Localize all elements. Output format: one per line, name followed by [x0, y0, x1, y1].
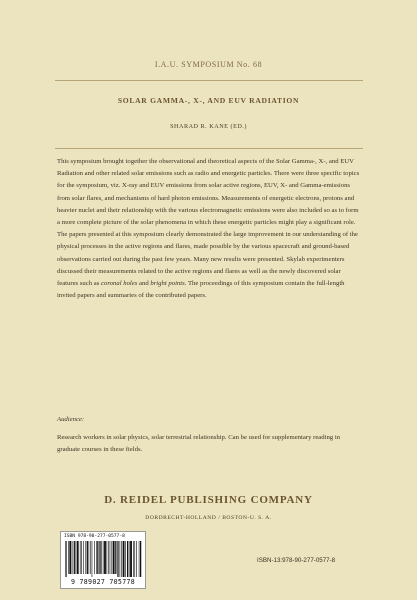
- description-part-2: and: [137, 280, 151, 288]
- barcode-bar: [134, 541, 135, 577]
- barcode-bar: [117, 541, 118, 577]
- barcode-bar: [85, 541, 86, 574]
- barcode-isbn-label: ISBN 978-90-277-0577-8: [64, 534, 125, 539]
- barcode-bar: [127, 541, 128, 577]
- barcode-bar: [113, 541, 115, 574]
- barcode-bar: [130, 541, 132, 577]
- barcode-bar: [87, 541, 88, 574]
- description-text: [57, 156, 363, 302]
- barcode: [60, 531, 146, 589]
- barcode-bar: [77, 541, 79, 574]
- barcode-bar: [92, 541, 93, 577]
- barcode-bar: [65, 541, 66, 577]
- barcode-bar: [90, 541, 91, 574]
- barcode-bar: [83, 541, 84, 574]
- barcode-number: 9 789027 705778: [70, 578, 136, 586]
- emphasis-bright-points: bright points: [150, 280, 185, 288]
- description-part-1: This symposium brought together the observational and theoretical aspects of the Solar Gamma-, X-, and EUV Radiation and other related solar emissions such as radio and energetic particles. There were three specific topics for the symposium, viz. X-ray and EUV emissions from solar active regions, EUV, X- and Gamma-emissions from solar flares, and mechanisms of hard photon emissions. Measurements of energetic electrons, protons and heavier nuclei and their relationship with the various electromagnetic emissions were also included so as to form a more complete picture of the solar phenomena in which these energetic particles might play a significant role. The papers presented at this symposium clearly demonstrated the large improvement in our understanding of the physical processes in the active regions and flares, made possible by the various spacecraft and ground-based observations carried out during the past few years. Many new results were presented. Skylab experimenters discussed their measurements related to the active regions and flares as well as the newly discovered solar features such as: [57, 158, 360, 288]
- barcode-bar: [80, 541, 81, 574]
- book-title: SOLAR GAMMA-, X-, AND EUV RADIATION: [117, 96, 300, 105]
- barcode-bar: [139, 541, 140, 577]
- audience-heading: Audience:: [57, 416, 85, 423]
- description-paragraph: [57, 156, 363, 302]
- barcode-bar: [99, 541, 100, 574]
- barcode-bar: [125, 541, 126, 577]
- barcode-bar: [74, 541, 75, 574]
- top-divider: [55, 80, 363, 81]
- barcode-bar: [89, 541, 90, 574]
- barcode-bar: [68, 541, 69, 574]
- barcode-bar: [121, 541, 122, 577]
- barcode-bar: [103, 541, 104, 574]
- barcode-bar: [133, 541, 134, 577]
- barcode-bar: [100, 541, 101, 574]
- barcode-bar: [69, 541, 71, 574]
- barcode-bar: [112, 541, 113, 574]
- publisher-name: D. REIDEL PUBLISHING COMPANY: [104, 494, 313, 506]
- barcode-bar: [72, 541, 73, 574]
- publisher-place: DORDRECHT-HOLLAND / BOSTON-U. S. A.: [145, 515, 272, 521]
- barcode-bar: [129, 541, 130, 577]
- barcode-bar: [94, 541, 95, 574]
- barcode-bar: [115, 541, 116, 574]
- barcode-bar: [123, 541, 125, 577]
- barcode-bar: [66, 541, 67, 577]
- barcode-bar: [107, 541, 108, 574]
- emphasis-coronal-holes: coronal holes: [101, 280, 138, 288]
- barcode-bars: [64, 541, 142, 577]
- barcode-bar: [81, 541, 82, 574]
- audience-text: Research workers in solar physics, solar terrestrial relationship. Can be used for supplementary reading in graduate courses in these fields.: [57, 434, 341, 454]
- description-part-3: . The proceedings of this symposium contain the full-length invited papers and summaries of the contributed papers.: [57, 280, 345, 300]
- barcode-bar: [97, 541, 98, 574]
- barcode-bar: [140, 541, 141, 577]
- isbn-13-label: ISBN-13:978-90-277-0577-8: [257, 557, 336, 564]
- barcode-bar: [96, 541, 97, 574]
- title-divider: [55, 148, 363, 149]
- barcode-bar: [118, 541, 119, 577]
- barcode-bar: [108, 541, 109, 574]
- barcode-bar: [120, 541, 121, 577]
- barcode-bar: [76, 541, 77, 574]
- barcode-bar: [136, 541, 137, 577]
- series-line: I.A.U. SYMPOSIUM No. 68: [154, 60, 263, 69]
- barcode-bar: [104, 541, 106, 574]
- editor-name: SHARAD R. KANE (ED.): [170, 123, 247, 130]
- barcode-bar: [110, 541, 111, 574]
